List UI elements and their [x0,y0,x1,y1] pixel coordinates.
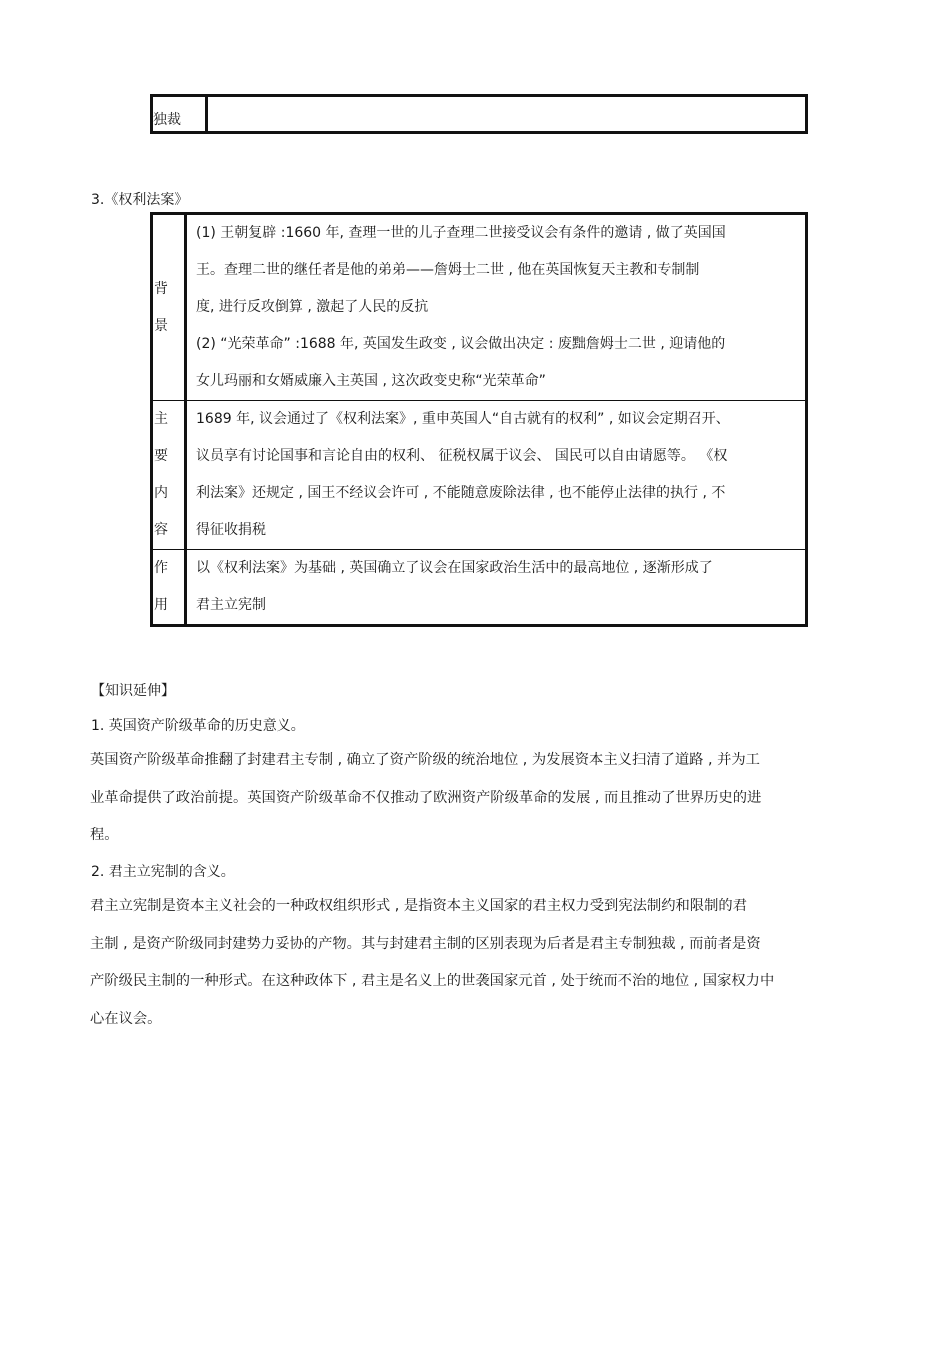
autocracy-table [150,94,808,134]
label-char: 内 [154,485,168,501]
label-char: 背 [154,280,168,297]
text-line: 业革命提供了政治前提。英国资产阶级革命不仅推动了欧洲资产阶级革命的发展 , 而且推动了世界历史的进 [90,789,762,806]
label-char: 容 [154,522,168,538]
text-line: 议员享有讨论国事和言论自由的权利、 征税权属于议会、 国民可以自由请愿等。 《权 [196,448,728,464]
table-row-main-content [152,401,807,550]
label-char: 用 [154,597,168,613]
text-line: 得征收捐税 [196,522,266,538]
text-line: 度, 进行反攻倒算 , 激起了人民的反抗 [196,299,429,315]
text-line: 君主立宪制是资本主义社会的一种政权组织形式 , 是指资本主义国家的君主权力受到宪法制约和限制的君 [90,898,747,914]
table-row-effect [152,550,807,626]
item2-paragraph [90,888,865,1039]
section-title: 3.《权利法案》 [91,192,189,208]
row-content-background [186,214,807,401]
bill-of-rights-table [150,212,808,627]
table-row-label: 独裁 [152,96,207,133]
text-line: 王。查理二世的继任者是他的弟弟——詹姆士二世 , 他在英国恢复天主教和专制制 [196,262,700,278]
label-char: 景 [154,317,168,334]
text-line: (2) “光荣革命” :1688 年, 英国发生政变 , 议会做出决定 : 废黜詹姆士二世 , 迎请他的 [196,336,726,352]
item2-title: 2. 君主立宪制的含义。 [91,864,235,880]
item1-title: 1. 英国资产阶级革命的历史意义。 [91,718,305,734]
text-line: 主制 , 是资产阶级同封建势力妥协的产物。其与封建君主制的区别表现为后者是君主专制独裁 , 而前者是资 [90,935,761,952]
row-label-main-content [152,401,186,550]
text-line: 女儿玛丽和女婿威廉入主英国 , 这次政变史称“光荣革命” [196,373,546,389]
text-line: 利法案》还规定 , 国王不经议会许可 , 不能随意废除法律 , 也不能停止法律的执行 , 不 [196,485,726,501]
text-line: 英国资产阶级革命推翻了封建君主专制 , 确立了资产阶级的统治地位 , 为发展资本主义扫清了道路 , 并为工 [90,752,760,768]
text-line: (1) 王朝复辟 :1660 年, 查理一世的儿子查理二世接受议会有条件的邀请 , 做了英国国 [196,225,726,241]
text-line: 君主立宪制 [196,597,266,613]
row-content-main-content [186,401,807,550]
text-line: 心在议会。 [90,1011,162,1028]
label-char: 作 [154,560,168,576]
text-line: 以《权利法案》为基础 , 英国确立了议会在国家政治生活中的最高地位 , 逐渐形成了 [196,560,713,576]
row-label-background [152,214,186,401]
text-line: 1689 年, 议会通过了《权利法案》, 重申英国人“自古就有的权利” , 如议会定期召开、 [196,411,730,427]
extension-heading: 【知识延伸】 [91,683,175,699]
table-row-background [152,214,807,401]
row-content-effect [186,550,807,626]
row-label-effect [152,550,186,626]
label-char: 主 [154,411,168,427]
label-char: 要 [154,448,168,464]
text-line: 产阶级民主制的一种形式。在这种政体下 , 君主是名义上的世袭国家元首 , 处于统而不治的地位 , 国家权力中 [90,973,775,990]
text-line: 程。 [90,827,119,844]
table-row-value [207,96,807,133]
item1-paragraph [90,742,865,855]
